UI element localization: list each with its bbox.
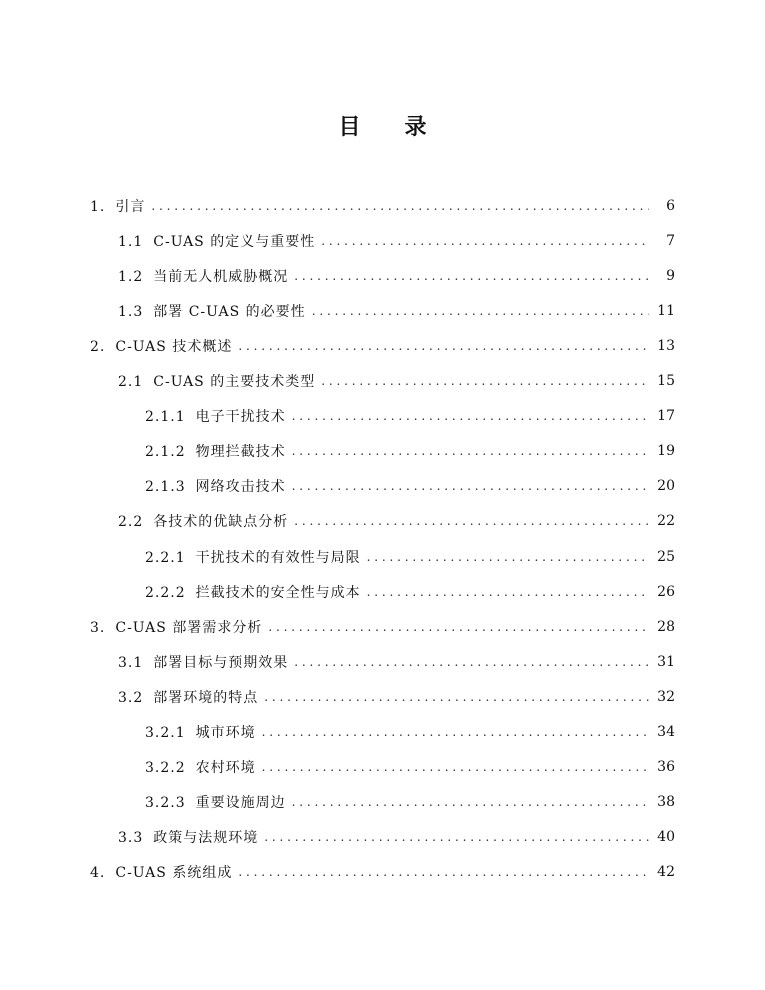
toc-dot-leader bbox=[264, 830, 649, 844]
toc-entry-label bbox=[90, 336, 232, 356]
toc-entry-text: 拦截技术的安全性与成本 bbox=[195, 584, 361, 601]
toc-entry-label bbox=[90, 617, 262, 637]
toc-entry[interactable] bbox=[145, 399, 675, 434]
toc-entry-page-number: 25 bbox=[657, 548, 675, 565]
toc-entry-label bbox=[90, 862, 232, 882]
toc-entry-page-number: 34 bbox=[657, 724, 675, 740]
toc-entry[interactable] bbox=[145, 715, 675, 750]
toc-entry[interactable] bbox=[145, 785, 675, 820]
toc-entry-page-number: 11 bbox=[657, 302, 675, 319]
toc-entry-page-number: 38 bbox=[657, 794, 675, 811]
toc-entry-number: 1.3 bbox=[118, 303, 144, 320]
toc-title bbox=[0, 110, 765, 141]
toc-entry-label bbox=[90, 196, 145, 216]
toc-entry-page-number: 40 bbox=[657, 829, 675, 846]
toc-entry-text: 网络攻击技术 bbox=[195, 479, 286, 496]
toc-dot-leader bbox=[262, 760, 649, 774]
toc-dot-leader bbox=[292, 444, 649, 458]
toc-entry-number: 1. bbox=[90, 198, 106, 215]
toc-entry-text: 城市环境 bbox=[195, 725, 256, 741]
toc-entry-label bbox=[118, 301, 306, 321]
toc-entry-text: C-UAS 技术概述 bbox=[115, 338, 233, 355]
toc-dot-leader bbox=[312, 304, 649, 318]
toc-entry[interactable] bbox=[145, 539, 675, 574]
toc-entry-number: 2.1.2 bbox=[145, 444, 186, 461]
toc-entry[interactable] bbox=[118, 293, 675, 328]
toc-entry-label bbox=[145, 441, 286, 461]
toc-title-char-1: 目 bbox=[338, 115, 361, 140]
toc-entry-number: 3.3 bbox=[118, 830, 144, 847]
toc-entry-number: 2.2.1 bbox=[145, 549, 186, 566]
toc-dot-leader bbox=[292, 795, 649, 809]
toc-entry-page-number: 13 bbox=[657, 337, 675, 354]
toc-entry-page-number: 26 bbox=[657, 583, 675, 600]
toc-entry[interactable] bbox=[145, 750, 675, 785]
toc-entry-number: 2.1.1 bbox=[145, 409, 186, 426]
toc-entry-label bbox=[145, 476, 286, 496]
toc-dot-leader bbox=[292, 479, 649, 493]
toc-entry-number: 1.1 bbox=[118, 233, 144, 250]
toc-entry-label bbox=[118, 511, 288, 531]
toc-entry-text: 部署 C-UAS 的必要性 bbox=[153, 303, 306, 320]
toc-entry-number: 2.1.3 bbox=[145, 479, 186, 496]
toc-entry-page-number: 20 bbox=[657, 478, 675, 495]
toc-dot-leader bbox=[294, 514, 649, 528]
toc-dot-leader bbox=[294, 269, 649, 283]
toc-entry[interactable] bbox=[145, 574, 675, 609]
toc-entry[interactable] bbox=[118, 223, 675, 258]
toc-entry[interactable] bbox=[118, 504, 675, 539]
toc-entry-text: C-UAS 系统组成 bbox=[115, 865, 233, 882]
toc-entry-label bbox=[145, 582, 361, 602]
toc-dot-leader bbox=[268, 620, 649, 634]
toc-dot-leader bbox=[367, 585, 649, 599]
toc-entry-number: 3.2 bbox=[118, 689, 144, 706]
toc-entry-text: 部署目标与预期效果 bbox=[153, 654, 289, 671]
toc-entry-label bbox=[145, 722, 256, 742]
toc-entry-text: 干扰技术的有效性与局限 bbox=[195, 549, 361, 566]
toc-entry-label bbox=[145, 792, 286, 812]
toc-entry[interactable] bbox=[118, 679, 675, 714]
toc-entry-label bbox=[118, 652, 288, 672]
toc-entry-label bbox=[118, 231, 315, 251]
toc-entry[interactable] bbox=[118, 364, 675, 399]
toc-entry-text: 引言 bbox=[115, 198, 146, 215]
toc-entry-number: 3.1 bbox=[118, 654, 144, 671]
toc-entry-label bbox=[118, 827, 258, 847]
toc-entry-page-number: 19 bbox=[657, 443, 675, 460]
toc-entry[interactable] bbox=[118, 820, 675, 855]
toc-entry-page-number: 15 bbox=[657, 373, 675, 389]
toc-entry-label bbox=[145, 757, 256, 777]
toc-dot-leader bbox=[238, 339, 649, 353]
toc-entry-text: 物理拦截技术 bbox=[195, 444, 286, 461]
toc-entry-label bbox=[118, 371, 315, 391]
toc-entry-page-number: 17 bbox=[657, 408, 675, 425]
toc-dot-leader bbox=[292, 409, 649, 423]
toc-entry-label bbox=[118, 687, 258, 707]
toc-entry-page-number: 28 bbox=[657, 618, 675, 635]
toc-entry-text: 各技术的优缺点分析 bbox=[153, 514, 289, 531]
toc-entry-number: 3.2.3 bbox=[145, 795, 186, 812]
toc-entry-text: C-UAS 部署需求分析 bbox=[115, 619, 263, 636]
toc-entry-text: C-UAS 的定义与重要性 bbox=[153, 233, 316, 250]
toc-title-char-2: 录 bbox=[404, 115, 427, 140]
toc-entry-number: 3. bbox=[90, 619, 106, 636]
toc-entry-number: 3.2.1 bbox=[145, 725, 186, 741]
toc-entry-page-number: 6 bbox=[666, 197, 675, 214]
toc-entry-page-number: 36 bbox=[657, 759, 675, 776]
toc-dot-leader bbox=[294, 655, 649, 669]
toc-entry-number: 3.2.2 bbox=[145, 760, 186, 777]
toc-entry-text: 政策与法规环境 bbox=[153, 830, 259, 847]
toc-entry-number: 2.1 bbox=[118, 374, 144, 390]
toc-dot-leader bbox=[264, 690, 649, 704]
toc-entry[interactable] bbox=[90, 328, 675, 363]
toc-dot-leader bbox=[262, 725, 649, 739]
toc-entry-page-number: 42 bbox=[657, 864, 675, 881]
toc-entry-number: 2. bbox=[90, 338, 106, 355]
toc-entry[interactable] bbox=[118, 258, 675, 293]
toc-entry-page-number: 32 bbox=[657, 688, 675, 705]
toc-entry-text: 重要设施周边 bbox=[195, 795, 286, 812]
toc-dot-leader bbox=[367, 550, 649, 564]
toc-entry-number: 2.2.2 bbox=[145, 584, 186, 601]
toc-entry-page-number: 9 bbox=[666, 267, 675, 284]
toc-entry-text: C-UAS 的主要技术类型 bbox=[153, 374, 316, 390]
toc-entry-text: 当前无人机威胁概况 bbox=[153, 268, 289, 285]
toc-entry[interactable] bbox=[90, 855, 675, 890]
toc-entry-text: 农村环境 bbox=[195, 760, 256, 777]
toc-entry-label bbox=[118, 266, 288, 286]
toc-entry-page-number: 22 bbox=[657, 513, 675, 530]
toc-dot-leader bbox=[321, 234, 649, 248]
toc-entry-text: 电子干扰技术 bbox=[195, 409, 286, 426]
toc-dot-leader bbox=[321, 374, 649, 388]
toc-entry[interactable] bbox=[145, 469, 675, 504]
toc-entry[interactable] bbox=[90, 609, 675, 644]
toc-entry[interactable] bbox=[145, 434, 675, 469]
toc-entry[interactable] bbox=[118, 644, 675, 679]
toc-entry-number: 1.2 bbox=[118, 268, 144, 285]
toc-dot-leader bbox=[151, 199, 649, 213]
toc-entry[interactable] bbox=[90, 188, 675, 223]
toc-entry-page-number: 7 bbox=[666, 232, 675, 249]
toc-entry-label bbox=[145, 406, 286, 426]
toc-dot-leader bbox=[238, 865, 649, 879]
toc-entry-label bbox=[145, 547, 361, 567]
toc-entry-number: 4. bbox=[90, 865, 106, 882]
toc-entry-page-number: 31 bbox=[657, 653, 675, 670]
toc-entry-text: 部署环境的特点 bbox=[153, 689, 259, 706]
toc-entry-number: 2.2 bbox=[118, 514, 144, 531]
